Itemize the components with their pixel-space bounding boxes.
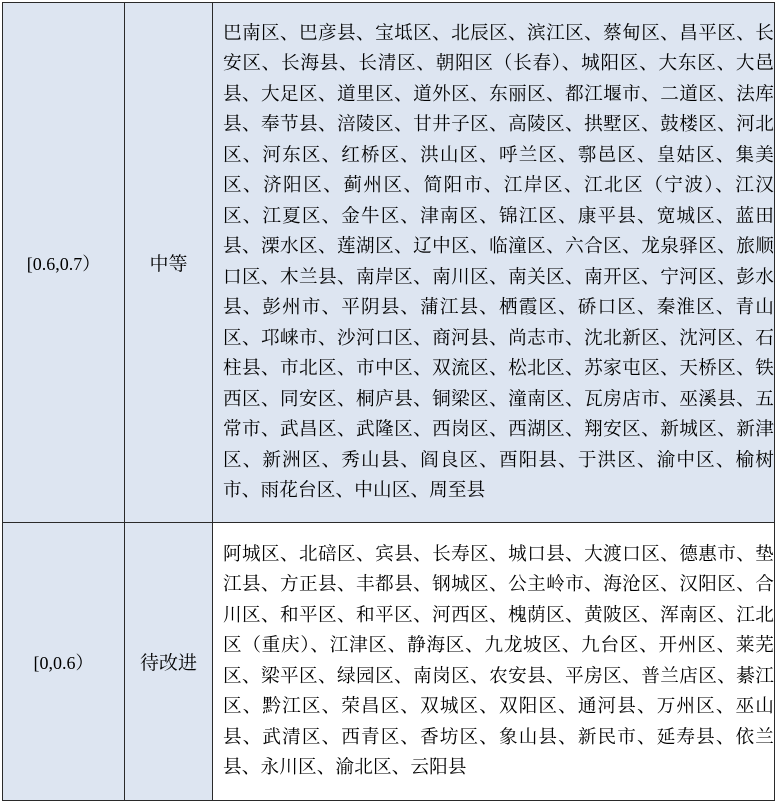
score-range-cell: [0,0.6）: [3, 523, 125, 801]
table-row: [3, 523, 775, 801]
score-range-cell: [0.6,0.7）: [3, 3, 125, 523]
rating-table: [2, 2, 775, 801]
district-list-cell: 巴南区、巴彦县、宝坻区、北辰区、滨江区、蔡甸区、昌平区、长安区、长海县、长清区、朝阳区（长春）、城阳区、大东区、大邑县、大足区、道里区、道外区、东丽区、都江堰市、二道区、法库县、奉节县、涪陵区、甘井子区、高陵区、拱墅区、鼓楼区、河北区、河东区、红桥区、洪山区、呼兰区、鄠邑区、皇姑区、集美区、济阳区、蓟州区、简阳市、江岸区、江北区（宁波）、江汉区、江夏区、金牛区、津南区、锦江区、康平县、宽城区、蓝田县、溧水区、莲湖区、辽中区、临潼区、六合区、龙泉驿区、旅顺口区、木兰县、南岸区、南川区、南关区、南开区、宁河区、彭水县、彭州市、平阴县、蒲江县、栖霞区、硚口区、秦淮区、青山区、邛崃市、沙河口区、商河县、尚志市、沈北新区、沈河区、石柱县、市北区、市中区、双流区、松北区、苏家屯区、天桥区、铁西区、同安区、桐庐县、铜梁区、潼南区、瓦房店市、巫溪县、五常市、武昌区、武隆区、西岗区、西湖区、翔安区、新城区、新津区、新洲区、秀山县、阎良区、酉阳县、于洪区、渝中区、榆树市、雨花台区、中山区、周至县: [213, 3, 775, 523]
rating-level-cell: 待改进: [125, 523, 213, 801]
district-list-cell: 阿城区、北碚区、宾县、长寿区、城口县、大渡口区、德惠市、垫江县、方正县、丰都县、钢城区、公主岭市、海沧区、汉阳区、合川区、和平区、和平区、河西区、槐荫区、黄陂区、浑南区、江北区（重庆）、江津区、静海区、九龙坡区、九台区、开州区、莱芜区、梁平区、绿园区、南岗区、农安县、平房区、普兰店区、綦江区、黔江区、荣昌区、双城区、双阳区、通河县、万州区、巫山县、武清区、西青区、香坊区、象山县、新民市、延寿县、依兰县、永川区、渝北区、云阳县: [213, 523, 775, 801]
table-row: [3, 3, 775, 523]
rating-level-cell: 中等: [125, 3, 213, 523]
